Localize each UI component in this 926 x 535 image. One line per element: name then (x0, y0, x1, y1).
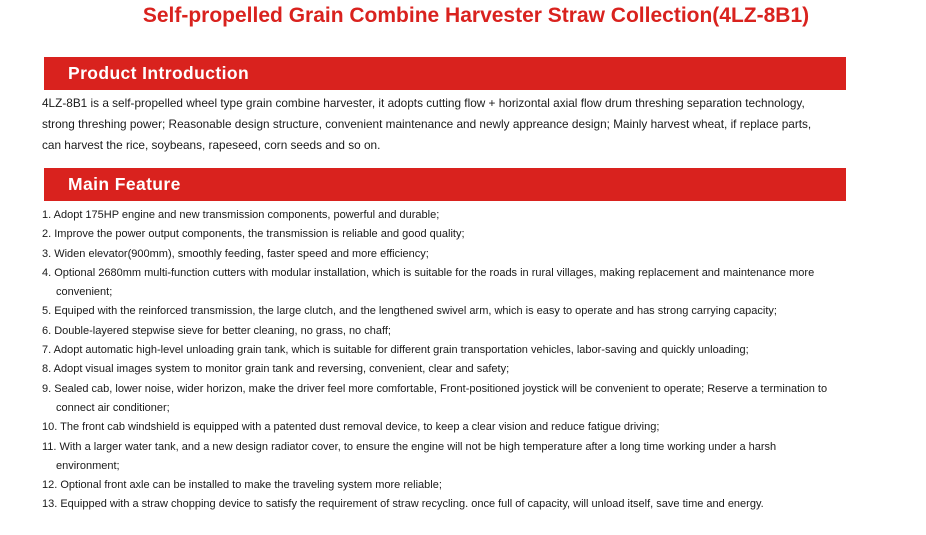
main-feature-heading: Main Feature (44, 168, 846, 201)
feature-item: 10. The front cab windshield is equipped with a patented dust removal device, to keep a clear vision and reduce fatigue driving; (42, 421, 660, 434)
feature-item: 6. Double-layered stepwise sieve for better cleaning, no grass, no chaff; (42, 324, 391, 337)
feature-item: 5. Equiped with the reinforced transmission, the large clutch, and the lengthened swivel arm, which is easy to operate and has strong carrying capacity; (42, 305, 777, 318)
feature-list (42, 206, 842, 515)
feature-item: 7. Adopt automatic high-level unloading grain tank, which is suitable for different grain transportation vehicles, labor-saving and quickly unloading; (42, 344, 749, 357)
product-introduction-text: 4LZ-8B1 is a self-propelled wheel type grain combine harvester, it adopts cutting flow + horizontal axial flow drum threshing separation technology, strong threshing power; Reasonable design structure, convenient maintenance and newly appreance design; Mainly harvest wheat, if replace parts, can harvest the rice, soybeans, rapeseed, corn seeds and so on. (42, 96, 812, 152)
feature-item: 11. With a larger water tank, and a new design radiator cover, to ensure the engine will not be high temperature after a long time working under a harsh environment; (42, 440, 777, 472)
feature-item: 12. Optional front axle can be installed to make the traveling system more reliable; (42, 479, 442, 492)
page-title: Self-propelled Grain Combine Harvester Straw Collection(4LZ-8B1) (142, 4, 810, 27)
feature-item: 2. Improve the power output components, the transmission is reliable and good quality; (42, 228, 465, 241)
feature-item: 9. Sealed cab, lower noise, wider horizon, make the driver feel more comfortable, Front-positioned joystick will be convenient to operate; Reserve a termination to connect air conditioner; (42, 382, 828, 414)
feature-item: 3. Widen elevator(900mm), smoothly feeding, faster speed and more efficiency; (42, 247, 429, 260)
feature-item: 8. Adopt visual images system to monitor grain tank and reversing, convenient, clear and safety; (42, 363, 510, 376)
feature-item: 13. Equipped with a straw chopping device to satisfy the requirement of straw recycling. once full of capacity, will unload itself, save time and energy. (42, 498, 764, 511)
feature-item: 1. Adopt 175HP engine and new transmission components, powerful and durable; (42, 209, 440, 221)
product-introduction-heading: Product Introduction (44, 57, 846, 90)
feature-item: 4. Optional 2680mm multi-function cutters with modular installation, which is suitable for the roads in rural villages, making replacement and maintenance more convenient; (42, 266, 815, 299)
